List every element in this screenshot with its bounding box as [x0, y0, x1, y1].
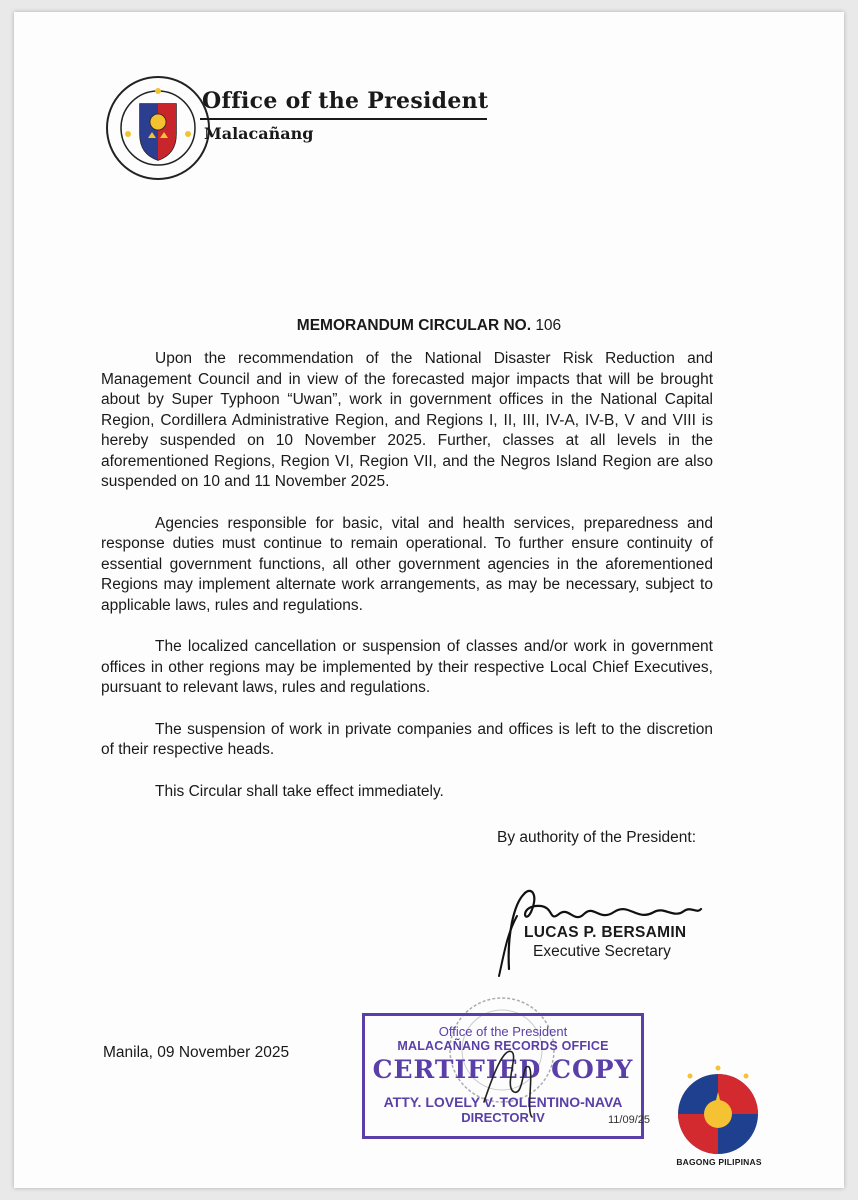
letterhead-rule — [200, 118, 487, 120]
document-page — [14, 12, 844, 1188]
memo-title-label: MEMORANDUM CIRCULAR NO. — [296, 317, 531, 334]
memo-body — [101, 349, 713, 823]
stamp-handwritten-date: 11/09/25 — [608, 1114, 651, 1126]
memo-number: 106 — [535, 317, 562, 334]
stamp-signature-icon — [474, 1032, 554, 1122]
memo-paragraph: Upon the recommendation of the National Disaster Risk Reduction and Management Council and in view of the forecasted major impacts that will be brought about by Super Typhoon “Uwan”, work in government offices in the National Capital Region, Cordillera Administrative Region, and Regions I, II, III, IV-A, IV-B, V and VIII is hereby suspended on 10 November 2025. Further, classes at all levels in the aforementioned Regions, Region VI, Region VII, and the Negros Island Region are also suspended on 10 and 11 November 2025. — [101, 350, 713, 490]
bagong-pilipinas-logo-icon — [668, 1062, 768, 1162]
stamp-line-certified: CERTIFIED COPY — [372, 1055, 634, 1084]
stamp-line-name: ATTY. LOVELY V. TOLENTINO-NAVA — [383, 1094, 623, 1110]
signatory-title: Executive Secretary — [533, 943, 671, 960]
memo-paragraph: This Circular shall take effect immediately. — [155, 782, 444, 800]
memo-paragraph: The localized cancellation or suspension of classes and/or work in government offices in other regions may be implemented by their respective Local Chief Executives, pursuant to relevant laws, rules and regulations. — [101, 638, 713, 696]
letterhead-subtitle: Malacañang — [204, 124, 314, 143]
place-and-date: Manila, 09 November 2025 — [103, 1044, 290, 1061]
bagong-pilipinas-label: BAGONG PILIPINAS — [676, 1157, 762, 1167]
letterhead-title: Office of the President — [202, 88, 489, 114]
stamp-line-records: MALACAÑANG RECORDS OFFICE — [397, 1039, 609, 1053]
presidential-seal-icon — [104, 74, 212, 182]
memo-paragraph: The suspension of work in private companies and offices is left to the discretion of their respective heads. — [101, 720, 713, 758]
stamp-line-office: Office of the President — [438, 1024, 568, 1039]
signatory-name: LUCAS P. BERSAMIN — [524, 924, 687, 941]
memo-paragraph: Agencies responsible for basic, vital and health services, preparedness and response duties must continue to remain operational. To further ensure continuity of essential government functions, all other government agencies in the aforementioned Regions may implement alternate work arrangements, as may be necessary, subject to applicable laws, rules and regulations. — [101, 514, 713, 614]
memo-title — [14, 317, 844, 335]
authority-line: By authority of the President: — [497, 829, 697, 846]
stamp-line-position: DIRECTOR IV — [461, 1110, 545, 1125]
signature-icon — [479, 864, 709, 979]
